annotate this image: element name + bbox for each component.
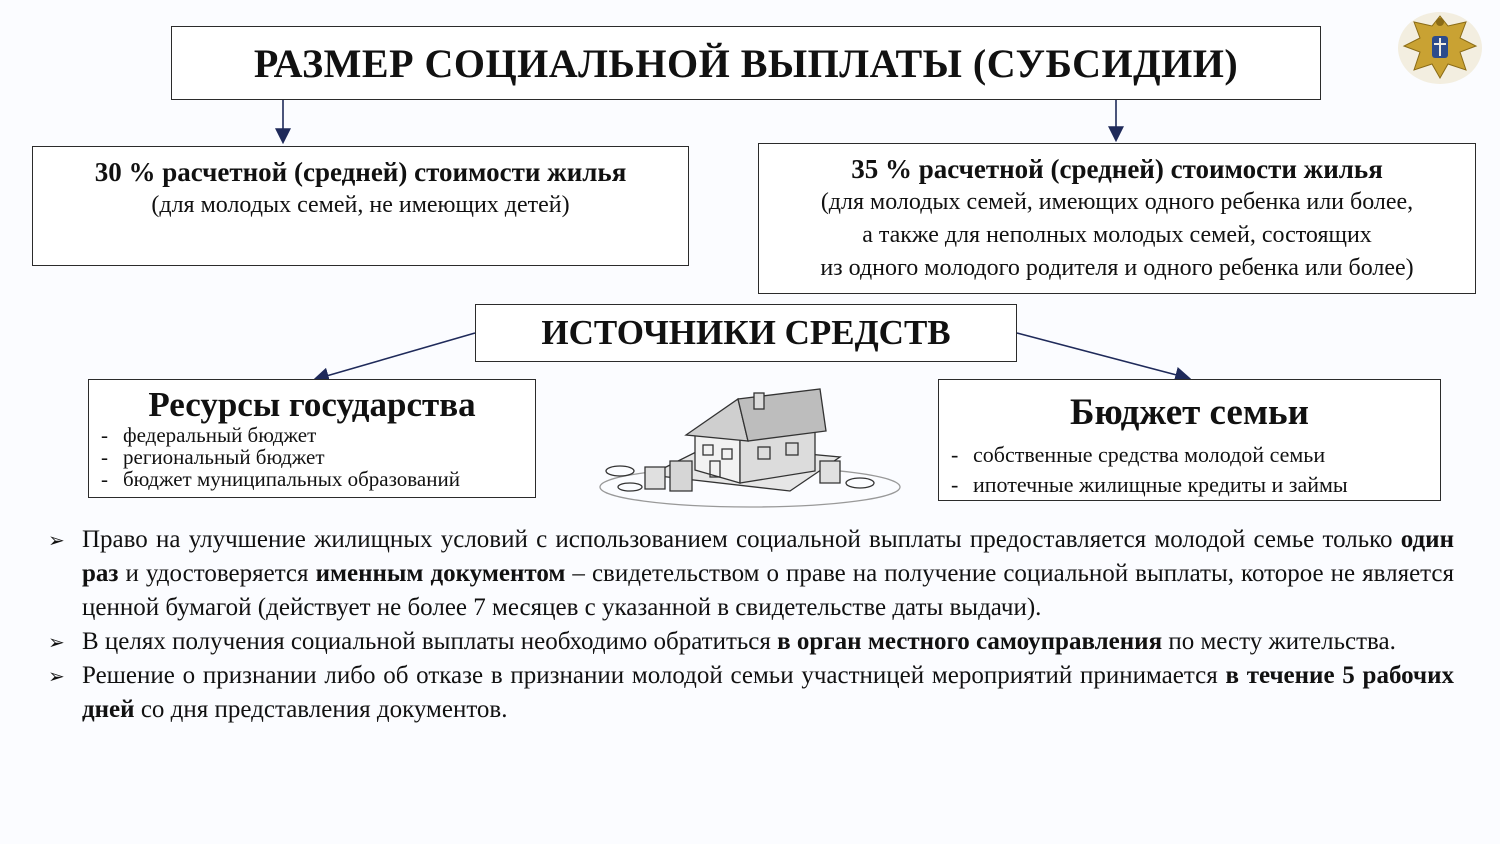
info-bullets [48, 523, 1454, 727]
option-30-head: 30 % расчетной (средней) стоимости жилья [94, 157, 627, 187]
option-30-sub: (для молодых семей, не имеющих детей) [151, 192, 570, 218]
sources-title-box [475, 304, 1017, 362]
coat-of-arms-icon [1396, 8, 1484, 86]
option-35-percent [758, 143, 1476, 294]
house-with-money-icon [590, 375, 910, 515]
arrowhead-bullet-icon: ➢ [48, 630, 65, 654]
bullet-paragraph [48, 625, 1454, 659]
family-budget-list [949, 440, 1430, 500]
arrow-to-state-resources [316, 333, 475, 379]
state-resources-list [99, 424, 525, 490]
list-item: - бюджет муниципальных образований [99, 468, 525, 490]
list-item: - федеральный бюджет [99, 424, 525, 446]
bullet-text: Право на улучшение жилищных условий с использованием социальной выплаты предоставляется молодой семье только [82, 526, 1401, 553]
list-item: - собственные средства молодой семьи [949, 440, 1430, 470]
option-35-sub-line: (для молодых семей, имеющих одного ребенка или более, [820, 189, 1414, 215]
bullet-text: Решение о признании либо об отказе в признании молодой семьи участницей мероприятий принимается [82, 662, 1226, 689]
state-resources-title: Ресурсы государства [148, 385, 476, 424]
list-item: - ипотечные жилищные кредиты и займы [949, 470, 1430, 500]
arrowhead-bullet-icon: ➢ [48, 664, 65, 688]
bullet-text: – свидетельством о праве на получение социальной выплаты, которое не является ценной бумагой (действует не более 7 месяцев с указанной в свидетельстве даты выдачи). [82, 560, 1455, 621]
option-35-sub-line: а также для неполных молодых семей, состоящих [862, 222, 1372, 248]
bullet-bold-text: именным документом [315, 560, 566, 587]
bullet-bold-text: в орган местного самоуправления [777, 628, 1163, 655]
sources-title: ИСТОЧНИКИ СРЕДСТВ [541, 313, 951, 352]
bullet-text: со дня представления документов. [134, 696, 508, 723]
family-budget-box [938, 379, 1441, 501]
bullet-text: и удостоверяется [118, 560, 316, 587]
bullet-text: В целях получения социальной выплаты необходимо обратиться [82, 628, 778, 655]
arrowhead-bullet-icon: ➢ [48, 528, 65, 552]
bullet-text: по месту жительства. [1162, 628, 1396, 655]
arrow-to-family-budget [1017, 333, 1188, 378]
bullet-paragraph [48, 523, 1454, 625]
option-35-head: 35 % расчетной (средней) стоимости жилья [851, 154, 1383, 184]
option-35-sub-line: из одного молодого родителя и одного ребенка или более) [820, 255, 1414, 281]
bullet-bold-text: один раз [82, 526, 1454, 587]
main-title: РАЗМЕР СОЦИАЛЬНОЙ ВЫПЛАТЫ (СУБСИДИИ) [253, 40, 1239, 86]
bullet-bold-text: в течение 5 рабочих дней [82, 662, 1454, 723]
list-item: - региональный бюджет [99, 446, 525, 468]
option-30-percent [32, 146, 689, 266]
state-resources-box [88, 379, 536, 498]
main-title-box [171, 26, 1321, 100]
family-budget-title: Бюджет семьи [1070, 392, 1309, 433]
bullet-paragraph [48, 659, 1454, 727]
